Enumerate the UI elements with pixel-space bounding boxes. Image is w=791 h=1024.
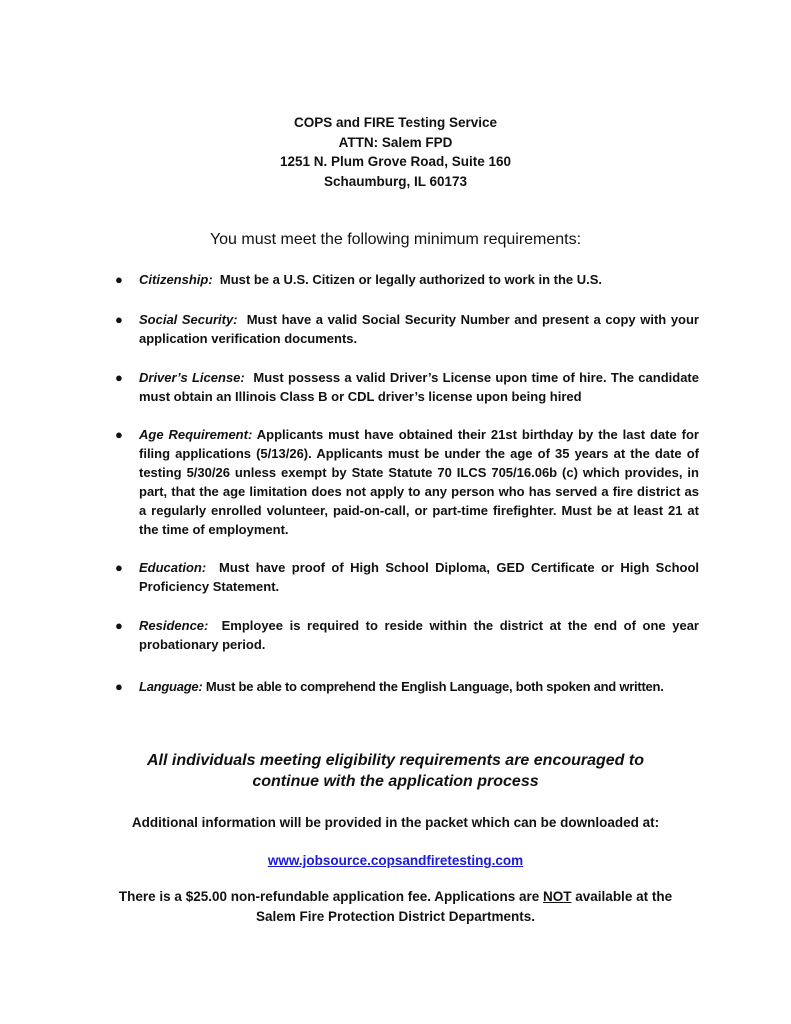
fee-text-before: There is a $25.00 non-refundable application fee. Applications are [118, 889, 544, 904]
requirement-label: Citizenship: [139, 272, 213, 287]
fee-line-1 [0, 887, 791, 907]
requirement-text: Must have proof of High School Diploma, GED Certificate or High School Proficiency Statement. [139, 560, 700, 594]
application-fee-notice [0, 887, 791, 926]
fee-text-after: available at the [571, 889, 673, 904]
bullet-icon: ● [115, 679, 123, 694]
bullet-icon: ● [115, 427, 123, 442]
download-link[interactable]: www.jobsource.copsandfiretesting.com [267, 853, 524, 868]
mailing-address [0, 113, 791, 191]
bullet-icon: ● [115, 560, 123, 575]
requirement-drivers-license [115, 368, 699, 406]
requirement-label: Education: [139, 560, 207, 575]
requirement-text: Must be a U.S. Citizen or legally authorized to work in the U.S. [219, 272, 603, 287]
fee-line-2: Salem Fire Protection District Departments. [255, 908, 536, 924]
additional-info: Additional information will be provided in the packet which can be downloaded at: [131, 815, 660, 830]
download-link-line [0, 851, 791, 870]
requirement-text: Employee is required to reside within the district at the end of one year probationary period. [139, 618, 699, 652]
address-line-2: ATTN: Salem FPD [338, 134, 453, 150]
fee-emphasis: NOT [543, 889, 572, 904]
requirement-label: Residence: [139, 618, 209, 633]
encouragement-line-1: All individuals meeting eligibility requirements are encouraged to [147, 752, 644, 769]
address-line-1: COPS and FIRE Testing Service [293, 115, 498, 130]
bullet-icon: ● [115, 272, 123, 287]
encouragement-statement [0, 750, 791, 792]
requirement-residence [115, 616, 699, 654]
requirement-label: Social Security: [139, 312, 238, 327]
requirement-label: Driver’s License: [139, 370, 245, 385]
requirement-text: Must have a valid Social Security Number and present a copy with your application verification documents. [139, 312, 699, 346]
requirement-text: Must possess a valid Driver’s License upon time of hire. The candidate must obtain an Illinois Class B or CDL driver’s license upon being hired [139, 370, 699, 404]
requirement-text: Applicants must have obtained their 21st birthday by the last date for filing applications (5/13/26). Applicants must be under the age of 35 years at the date of testing 5/30/26 unless exempt by State Statute 70 ILCS 705/16.06b (c) which provides, in part, that the age limitation does not apply to any person who has served a fire district as a regularly enrolled volunteer, paid-on-call, or part-time firefighter. Must be at least 21 at the time of employment. [139, 427, 699, 537]
bullet-icon: ● [115, 312, 123, 327]
requirement-education [115, 558, 700, 596]
requirement-age [115, 425, 699, 539]
requirement-social-security [115, 310, 699, 348]
requirement-text: Must be able to comprehend the English Language, both spoken and written. [205, 679, 664, 694]
requirements-heading: You must meet the following minimum requirements: [209, 231, 582, 248]
bullet-icon: ● [115, 370, 123, 385]
bullet-icon: ● [115, 618, 123, 633]
requirement-label: Age Requirement: [139, 427, 253, 442]
address-line-4: Schaumburg, IL 60173 [323, 173, 468, 189]
encouragement-line-2: continue with the application process [252, 773, 539, 790]
requirement-language [115, 677, 699, 696]
requirement-label: Language: [139, 679, 203, 694]
address-line-3: 1251 N. Plum Grove Road, Suite 160 [279, 154, 512, 169]
requirement-citizenship [115, 270, 699, 289]
